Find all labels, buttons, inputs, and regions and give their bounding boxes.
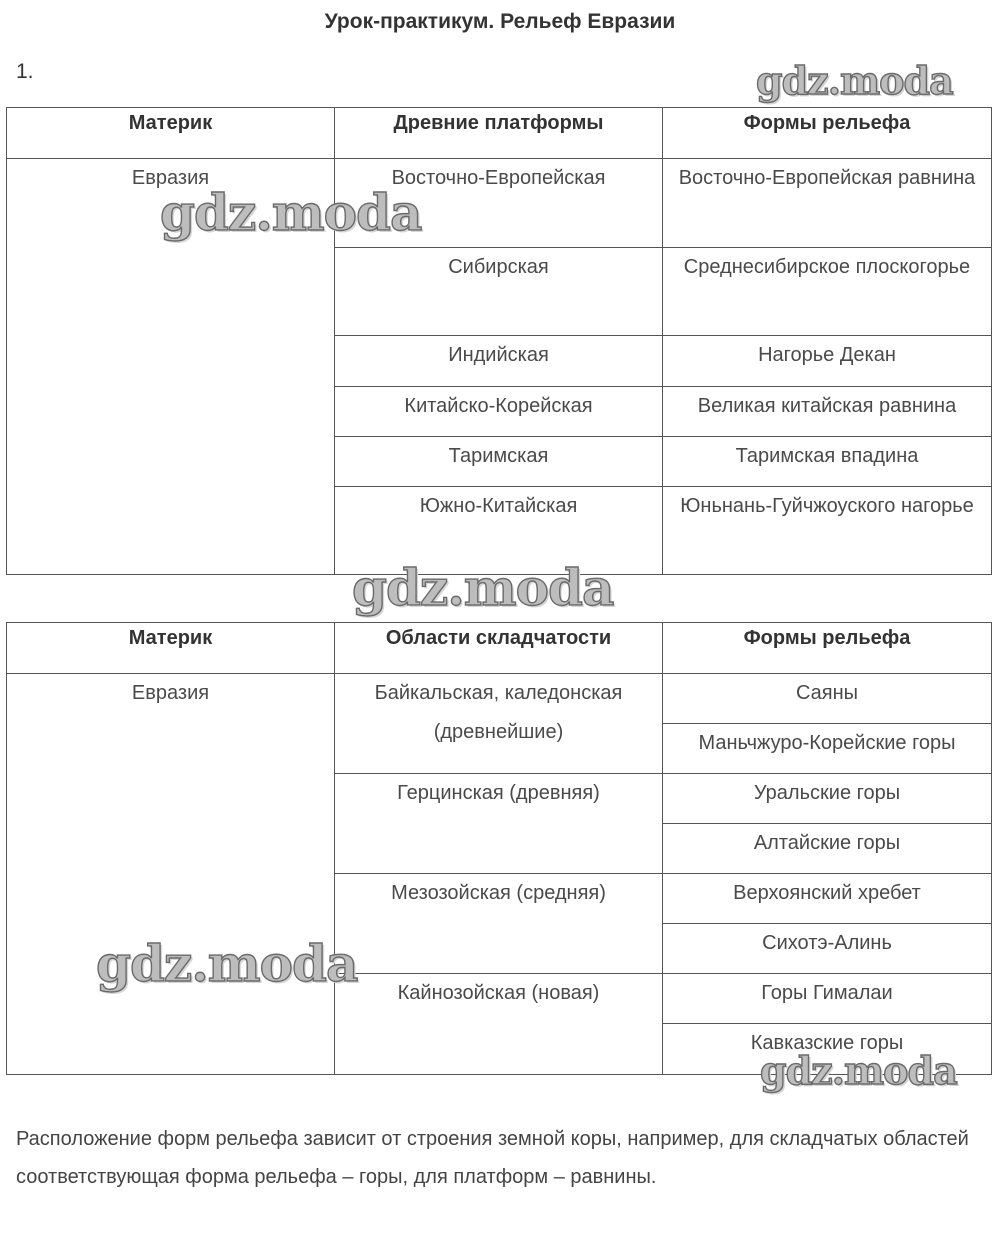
platforms-table <box>6 107 992 575</box>
platform-cell: Китайско-Корейская <box>335 387 663 437</box>
table-header-row <box>7 623 992 674</box>
relief-cell: Маньчжуро-Корейские горы <box>663 724 992 774</box>
table-row <box>7 159 992 248</box>
fold-areas-table <box>6 622 992 1075</box>
platform-cell: Южно-Китайская <box>335 487 663 575</box>
platform-cell: Индийская <box>335 336 663 387</box>
relief-cell: Восточно-Европейская равнина <box>663 159 992 248</box>
relief-cell: Уральские горы <box>663 774 992 824</box>
watermark-logo: gdz.moda <box>96 934 358 993</box>
conclusion-text: Расположение форм рельефа зависит от строения земной коры, например, для складчатых областей соответствующая форма рельефа – горы, для платформ – равнины. <box>16 1128 969 1188</box>
relief-cell: Нагорье Декан <box>663 336 992 387</box>
fold-area-cell: Байкальская, каледонская (древнейшие) <box>335 674 663 774</box>
watermark-logo: gdz.moda <box>756 58 953 103</box>
relief-cell: Горы Гималаи <box>663 974 992 1024</box>
continent-cell: Евразия <box>7 674 335 1075</box>
platform-cell: Восточно-Европейская <box>335 159 663 248</box>
relief-cell: Таримская впадина <box>663 437 992 487</box>
fold-area-cell: Герцинская (древняя) <box>335 774 663 874</box>
header-continent: Материк <box>7 108 335 159</box>
relief-cell: Алтайские горы <box>663 824 992 874</box>
table-header-row <box>7 108 992 159</box>
header-continent: Материк <box>7 623 335 674</box>
relief-cell: Кавказские горы <box>663 1024 992 1075</box>
watermark-logo: gdz.moda <box>352 558 614 617</box>
page-title: Урок-практикум. Рельеф Евразии <box>324 10 676 33</box>
header-platforms: Древние платформы <box>335 108 663 159</box>
relief-cell: Саяны <box>663 674 992 724</box>
fold-area-cell: Мезозойская (средняя) <box>335 874 663 974</box>
continent-cell: Евразия <box>7 159 335 575</box>
watermark-logo: gdz.moda <box>760 1048 957 1093</box>
header-relief: Формы рельефа <box>663 108 992 159</box>
relief-cell: Верхоянский хребет <box>663 874 992 924</box>
header-relief: Формы рельефа <box>663 623 992 674</box>
relief-cell: Юньнань-Гуйчжоуского нагорье <box>663 487 992 575</box>
fold-area-cell: Кайнозойская (новая) <box>335 974 663 1075</box>
relief-cell: Среднесибирское плоскогорье <box>663 248 992 336</box>
relief-cell: Сихотэ-Алинь <box>663 924 992 974</box>
relief-cell: Великая китайская равнина <box>663 387 992 437</box>
platform-cell: Сибирская <box>335 248 663 336</box>
watermark-logo: gdz.moda <box>160 183 422 242</box>
header-fold-areas: Области складчатости <box>335 623 663 674</box>
platform-cell: Таримская <box>335 437 663 487</box>
task-number: 1. <box>16 60 34 83</box>
table-row <box>7 674 992 724</box>
